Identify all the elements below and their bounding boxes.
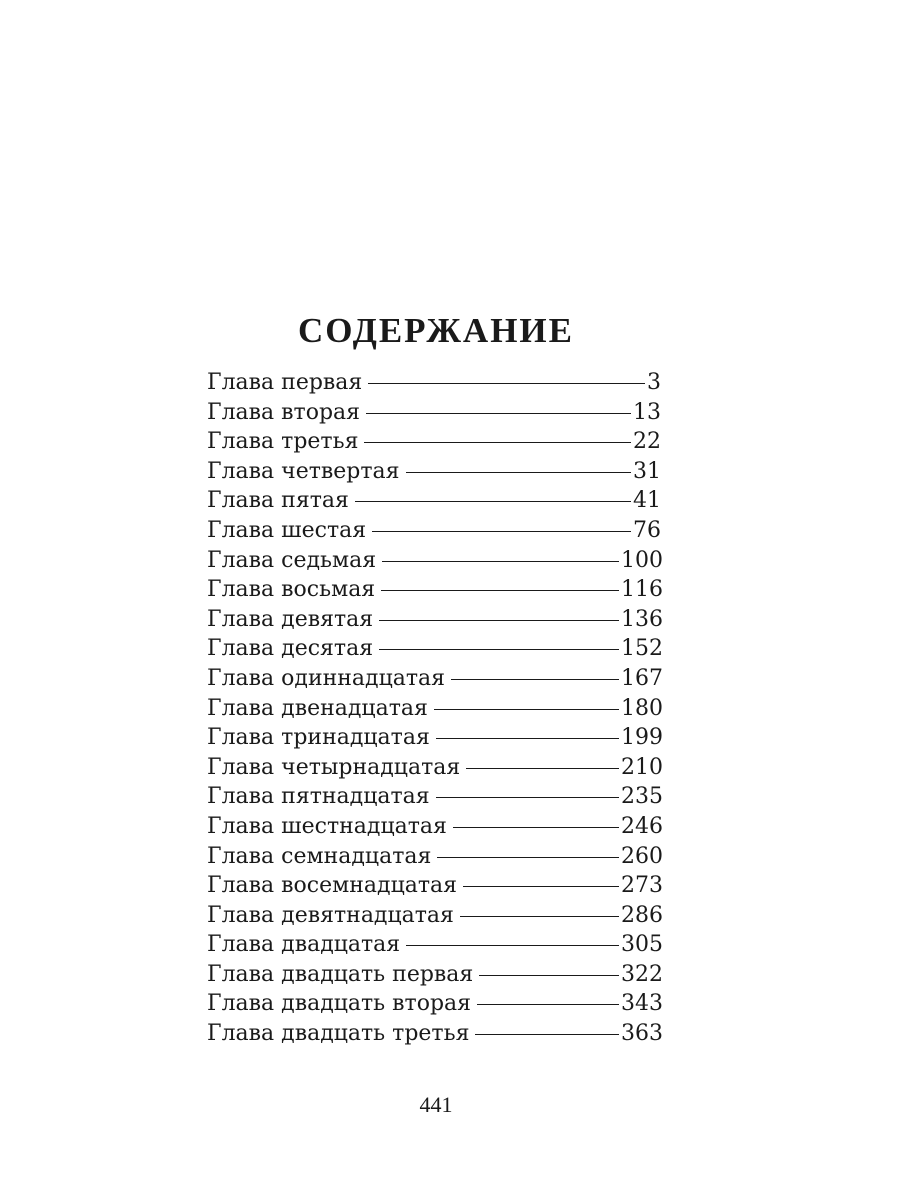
toc-entry-page: 363 xyxy=(621,1021,663,1047)
toc-entry xyxy=(207,960,661,990)
toc-entry-label: Глава шестая xyxy=(207,517,367,543)
toc-entry-page: 31 xyxy=(633,458,661,484)
toc-leader-line xyxy=(355,501,631,502)
toc-entry-label: Глава четвертая xyxy=(207,458,400,484)
toc-leader-line xyxy=(372,531,631,532)
toc-leader-line xyxy=(436,738,619,739)
toc-entry-label: Глава двадцать вторая xyxy=(207,991,472,1017)
toc-entry-label: Глава восемнадцатая xyxy=(207,873,457,899)
toc-entry xyxy=(207,901,661,931)
toc-entry-page: 3 xyxy=(647,370,661,395)
page-number: 441 xyxy=(419,1092,453,1117)
toc-entry-label: Глава третья xyxy=(207,429,359,455)
toc-entry xyxy=(207,812,661,842)
toc-leader-line xyxy=(368,383,645,384)
toc-entry-label: Глава шестнадцатая xyxy=(207,813,447,839)
toc-leader-line xyxy=(477,1004,619,1005)
toc-leader-line xyxy=(382,561,619,562)
toc-entry-page: 41 xyxy=(633,488,661,514)
toc-entry xyxy=(207,753,661,783)
toc-entry xyxy=(207,842,661,872)
toc-entry-page: 136 xyxy=(621,606,663,632)
toc-entry xyxy=(207,368,661,398)
toc-entry-label: Глава пятая xyxy=(207,488,349,514)
toc-entry-page: 13 xyxy=(633,399,661,425)
toc-entry xyxy=(207,1019,661,1049)
toc-entry-label: Глава двадцать первая xyxy=(207,961,474,987)
toc-entry-label: Глава двадцатая xyxy=(207,932,401,958)
toc-entry xyxy=(207,694,661,724)
toc-entry-page: 246 xyxy=(621,813,663,839)
toc-entry-page: 22 xyxy=(633,429,661,455)
toc-entry xyxy=(207,546,661,576)
toc-entry-page: 260 xyxy=(621,843,663,869)
toc-leader-line xyxy=(460,916,619,917)
toc-entry xyxy=(207,457,661,487)
toc-entry-page: 100 xyxy=(621,547,663,573)
toc-entry-page: 167 xyxy=(621,665,663,691)
toc-leader-line xyxy=(434,709,619,710)
toc-entry-label: Глава вторая xyxy=(207,399,361,425)
toc-leader-line xyxy=(381,590,619,591)
toc-entry xyxy=(207,664,661,694)
toc-entry xyxy=(207,427,661,457)
toc-entry-page: 322 xyxy=(621,961,663,987)
toc-leader-line xyxy=(451,679,619,680)
toc-leader-line xyxy=(406,472,631,473)
toc-leader-line xyxy=(453,827,619,828)
toc-entry-label: Глава девятнадцатая xyxy=(207,902,454,928)
toc-entry-label: Глава четырнадцатая xyxy=(207,754,461,780)
toc-entry-page: 180 xyxy=(621,695,663,721)
toc-entry xyxy=(207,516,661,546)
toc-leader-line xyxy=(463,886,619,887)
toc-entry xyxy=(207,871,661,901)
toc-leader-line xyxy=(436,797,619,798)
table-of-contents xyxy=(207,368,661,1049)
toc-entry-label: Глава тринадцатая xyxy=(207,725,430,751)
toc-leader-line xyxy=(379,620,619,621)
toc-leader-line xyxy=(466,768,619,769)
toc-leader-line xyxy=(479,975,619,976)
toc-leader-line xyxy=(437,857,619,858)
toc-entry-label: Глава восьмая xyxy=(207,577,376,603)
toc-entry-label: Глава пятнадцатая xyxy=(207,784,430,810)
toc-leader-line xyxy=(366,413,631,414)
toc-entry xyxy=(207,398,661,428)
toc-entry-page: 343 xyxy=(621,991,663,1017)
toc-entry-label: Глава седьмая xyxy=(207,547,377,573)
toc-entry xyxy=(207,605,661,635)
toc-entry-page: 152 xyxy=(621,636,663,662)
toc-entry xyxy=(207,634,661,664)
toc-entry-label: Глава двенадцатая xyxy=(207,695,428,721)
toc-entry-label: Глава первая xyxy=(207,370,363,395)
toc-entry-page: 286 xyxy=(621,902,663,928)
toc-entry-label: Глава одиннадцатая xyxy=(207,665,446,691)
toc-entry-label: Глава семнадцатая xyxy=(207,843,432,869)
toc-entry-label: Глава двадцать третья xyxy=(207,1021,470,1047)
toc-entry-page: 76 xyxy=(633,517,661,543)
toc-entry-page: 305 xyxy=(621,932,663,958)
page-title: СОДЕРЖАНИЕ xyxy=(297,311,574,351)
toc-entry xyxy=(207,782,661,812)
toc-leader-line xyxy=(406,945,619,946)
toc-entry xyxy=(207,575,661,605)
toc-entry xyxy=(207,989,661,1019)
toc-leader-line xyxy=(379,649,619,650)
toc-leader-line xyxy=(475,1034,619,1035)
toc-entry-page: 235 xyxy=(621,784,663,810)
toc-entry xyxy=(207,723,661,753)
toc-entry-label: Глава десятая xyxy=(207,636,374,662)
toc-entry-page: 116 xyxy=(621,577,663,603)
toc-entry-page: 199 xyxy=(621,725,663,751)
toc-entry-label: Глава девятая xyxy=(207,606,374,632)
toc-entry-page: 210 xyxy=(621,754,663,780)
toc-leader-line xyxy=(364,442,631,443)
toc-entry xyxy=(207,486,661,516)
toc-entry xyxy=(207,930,661,960)
toc-entry-page: 273 xyxy=(621,873,663,899)
